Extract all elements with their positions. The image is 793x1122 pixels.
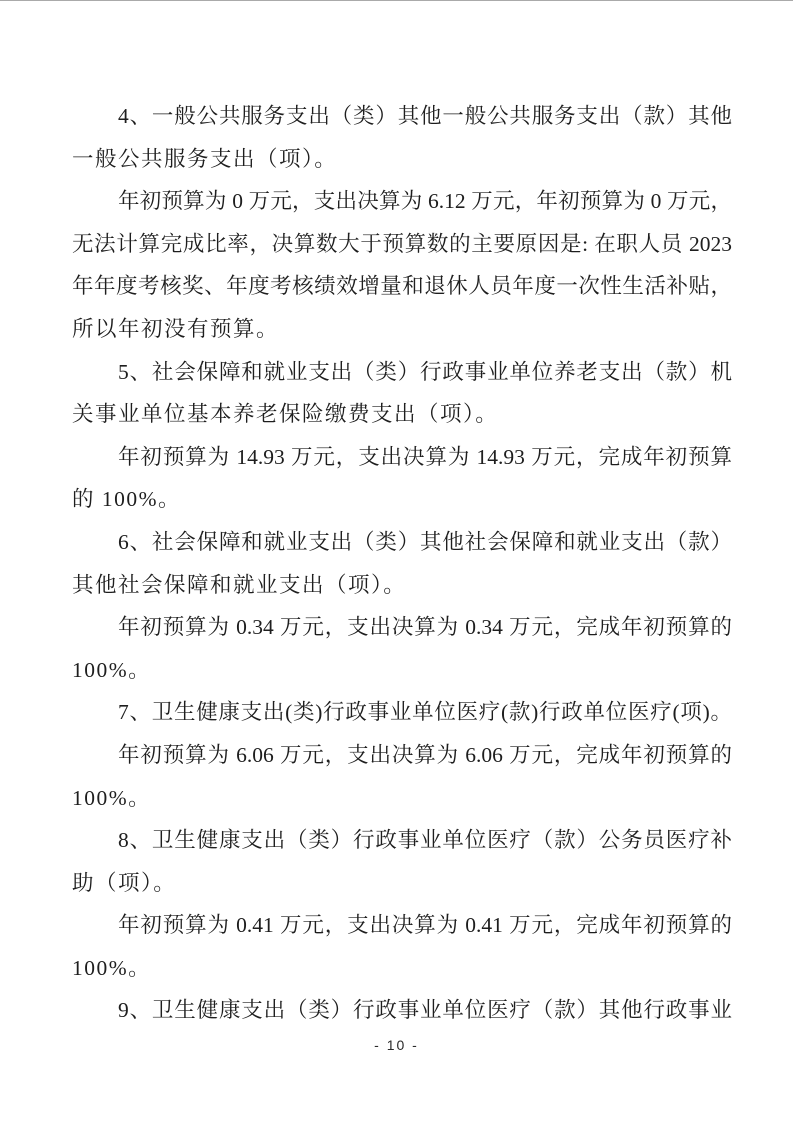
- item-7-heading: [72, 691, 732, 734]
- text-line: 一般公共服务支出（项）。: [72, 146, 338, 171]
- text-line: 年年度考核奖、年度考核绩效增量和退休人员年度一次性生活补贴，: [72, 274, 732, 299]
- item-6-heading: [72, 521, 732, 606]
- document-body: [72, 95, 732, 1032]
- page-footer: [0, 1037, 793, 1055]
- text-line: 100%。: [72, 657, 152, 682]
- text-line: 无法计算完成比率，决算数大于预算数的主要原因是: 在职人员 2023: [72, 231, 732, 256]
- text-line: 6、社会保障和就业支出（类）其他社会保障和就业支出（款）: [118, 529, 732, 554]
- item-8-body: [72, 904, 732, 989]
- text-line: 100%。: [72, 785, 152, 810]
- text-line: 年初预算为 0.34 万元，支出决算为 0.34 万元，完成年初预算的: [118, 615, 732, 640]
- text-line: 年初预算为 14.93 万元，支出决算为 14.93 万元，完成年初预算: [118, 444, 732, 469]
- text-line: 9、卫生健康支出（类）行政事业单位医疗（款）其他行政事业: [118, 998, 732, 1023]
- item-8-heading: [72, 819, 732, 904]
- item-7-body: [72, 734, 732, 819]
- text-line: 其他社会保障和就业支出（项）。: [72, 572, 407, 597]
- text-line: 5、社会保障和就业支出（类）行政事业单位养老支出（款）机: [118, 359, 732, 384]
- item-4-heading: [72, 95, 732, 180]
- text-line: 年初预算为 6.06 万元，支出决算为 6.06 万元，完成年初预算的: [118, 742, 732, 767]
- text-line: 的 100%。: [72, 487, 182, 512]
- text-line: 4、一般公共服务支出（类）其他一般公共服务支出（款）其他: [118, 104, 732, 128]
- text-line: 年初预算为 0 万元，支出决算为 6.12 万元，年初预算为 0 万元，: [118, 189, 732, 214]
- item-5-body: [72, 436, 732, 521]
- text-line: 8、卫生健康支出（类）行政事业单位医疗（款）公务员医疗补: [118, 828, 732, 853]
- text-line: 7、卫生健康支出(类)行政事业单位医疗(款)行政单位医疗(项)。: [118, 700, 732, 725]
- item-4-body: [72, 180, 732, 350]
- page-number: - 10 -: [374, 1037, 419, 1053]
- text-line: 100%。: [72, 955, 152, 980]
- text-line: 所以年初没有预算。: [72, 316, 280, 341]
- item-9-heading: [72, 989, 732, 1032]
- text-line: 助（项）。: [72, 870, 177, 895]
- text-line: 年初预算为 0.41 万元，支出决算为 0.41 万元，完成年初预算的: [118, 913, 732, 938]
- text-line: 关事业单位基本养老保险缴费支出（项）。: [72, 402, 499, 427]
- item-6-body: [72, 606, 732, 691]
- item-5-heading: [72, 351, 732, 436]
